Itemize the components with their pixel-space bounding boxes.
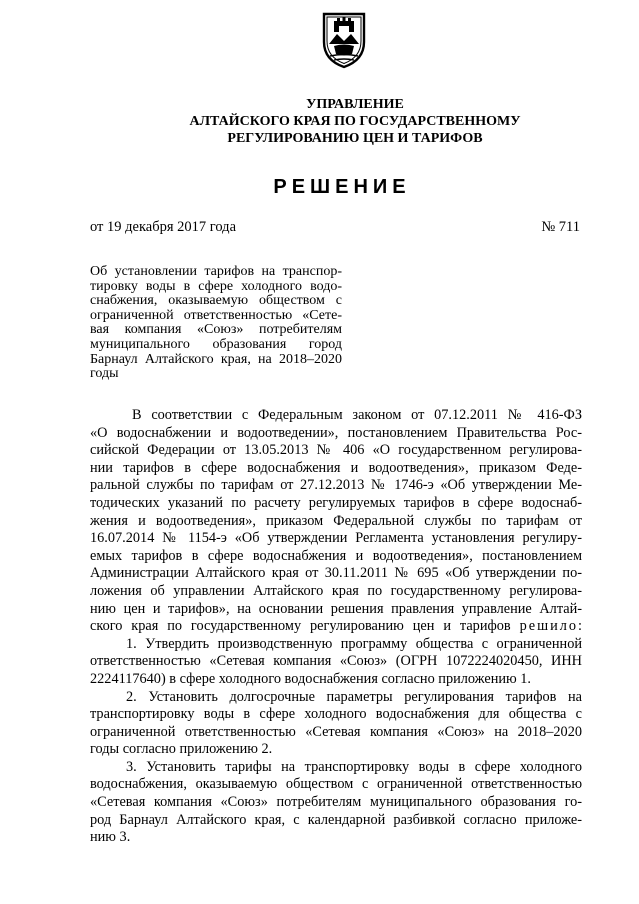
subject-line: муниципального образования город: [90, 336, 342, 352]
subject-line: вая компания «Союз» потребителям: [90, 322, 342, 338]
preamble-line: емых тарифов в сфере водоснабжения и водоотведения», постановлением: [90, 547, 582, 564]
item-3-line: 3. Установить тарифы на транспортировку воды в сфере холодного: [126, 758, 582, 775]
document-number: № 711: [541, 219, 580, 235]
document-date: от 19 декабря 2017 года: [90, 219, 236, 235]
preamble-final-line: [90, 618, 582, 636]
item-1-line: 1. Утвердить производственную программу общества с ограниченной: [126, 635, 582, 652]
preamble-line: ложения об управлении Алтайского края по государственному регулирова-: [90, 582, 582, 599]
preamble-line: «О водоснабжении и водоотведении», постановлением Правительства Рос-: [90, 424, 582, 441]
subject-line: ограниченной ответственностью «Сете-: [90, 307, 342, 323]
item-3-line: «Сетевая компания «Союз» потребителям муниципального образования го-: [90, 794, 582, 811]
org-line-1: УПРАВЛЕНИЕ: [306, 97, 404, 112]
org-line-2: АЛТАЙСКОГО КРАЯ ПО ГОСУДАРСТВЕННОМУ: [189, 114, 521, 129]
subject-line: Об установлении тарифов на транспор-: [90, 264, 342, 279]
document-type-title: РЕШЕНИЕ: [273, 176, 411, 198]
subject-line: тировку воды в сфере холодного водо-: [90, 278, 342, 294]
organization-name: [120, 96, 590, 147]
document-subject: [90, 265, 342, 382]
item-3-line: нию 3.: [90, 829, 131, 846]
item-3-line: род Барнаул Алтайского края, с календарной разбивкой согласно приложе-: [90, 811, 582, 828]
preamble-final-text: ского края по государственному регулированию цен и тарифов: [90, 618, 511, 635]
preamble-line: Администрации Алтайского края от 30.11.2011 № 695 «Об утверждении по-: [90, 565, 582, 582]
decided-colon: :: [578, 618, 582, 635]
item-2-line: ограниченной ответственностью «Сетевая компания «Союз» на 2018–2020: [90, 723, 582, 740]
preamble-line: сийской Федерации от 13.05.2013 № 406 «О государственном регулирова-: [90, 442, 582, 459]
preamble-line: тодических указаний по расчету регулируемых тарифов в сфере водоснаб-: [90, 494, 582, 511]
item-3-line: водоснабжения, оказываемую обществом с ограниченной ответственностью: [90, 776, 582, 793]
item-2-line: 2. Установить долгосрочные параметры регулирования тарифов на: [126, 688, 582, 705]
preamble-line: нию цен и тарифов», на основании решения правления управление Алтай-: [90, 600, 582, 617]
item-1-line: 2224117640) в сфере холодного водоснабжения согласно приложению 1.: [90, 670, 531, 687]
preamble-line: 16.07.2014 № 1154-э «Об утверждении Регламента установления регулиру-: [90, 530, 582, 547]
item-2-line: годы согласно приложению 2.: [90, 741, 273, 758]
document-body: [90, 407, 582, 847]
preamble-line: ральной службы по тарифам от 27.12.2013 № 1746-э «Об утверждении Ме-: [90, 477, 582, 494]
altai-krai-coat-of-arms-icon: [320, 10, 368, 70]
subject-line: годы: [90, 366, 119, 382]
subject-line: снабжения, оказываемую обществом с: [90, 293, 342, 309]
preamble-line: жения и водоотведения», приказом Федеральной службы по тарифам от: [90, 512, 582, 529]
preamble-line: В соответствии с Федеральным законом от 07.12.2011 № 416-ФЗ: [132, 407, 582, 423]
org-line-3: РЕГУЛИРОВАНИЮ ЦЕН И ТАРИФОВ: [227, 131, 483, 146]
item-1-line: ответственностью «Сетевая компания «Союз» (ОГРН 1072224020450, ИНН: [90, 653, 582, 670]
decided-word: решило: [519, 618, 579, 635]
item-2-line: транспортировку воды в сфере холодного водоснабжения для общества с: [90, 706, 582, 723]
subject-line: Барнаул Алтайского края, на 2018–2020: [90, 351, 342, 367]
preamble-line: нии тарифов в сфере водоснабжения и водоотведения», приказом Феде-: [90, 459, 582, 476]
